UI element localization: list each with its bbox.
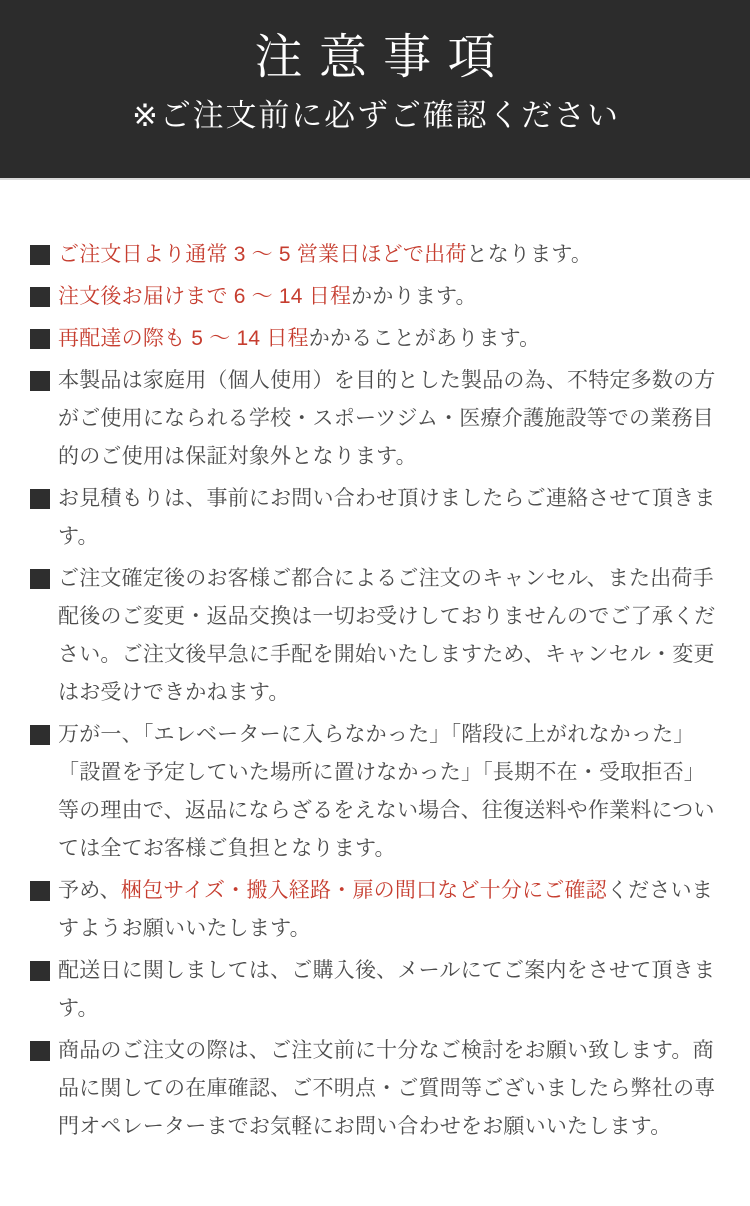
notice-item (30, 716, 720, 868)
bullet-square-icon (30, 489, 50, 509)
page-title: 注意事項 (254, 31, 512, 84)
bullet-square-icon (30, 245, 50, 265)
bullet-square-icon (30, 1041, 50, 1061)
bullet-square-icon (30, 725, 50, 745)
bullet-square-icon (30, 287, 50, 307)
notice-item (30, 278, 720, 316)
notice-item (30, 480, 720, 556)
notice-text-emphasis: 注文後お届けまで 6 ～ 14 日程 (58, 285, 352, 308)
notice-text: くださいますようお願いいたします。 (58, 879, 714, 940)
notice-item (30, 560, 720, 712)
bullet-square-icon (30, 569, 50, 589)
notice-text: 商品のご注文の際は、ご注文前に十分なご検討をお願い致します。商品に関しての在庫確認、ご不明点・ご質問等ございましたら弊社の専門オペレーターまでお気軽にお問い合わせをお願いいたします。 (58, 1039, 716, 1138)
notice-text: 配送日に関しましては、ご購入後、メールにてご案内をさせて頂きます。 (58, 959, 716, 1020)
page-subtitle: ※ご注文前に必ずご確認ください (131, 98, 620, 134)
notice-text: 予め、 (58, 879, 121, 902)
notice-item (30, 872, 720, 948)
notice-text-emphasis: 再配達の際も 5 ～ 14 日程 (58, 327, 309, 350)
bullet-square-icon (30, 961, 50, 981)
notice-item (30, 362, 720, 476)
bullet-square-icon (30, 881, 50, 901)
notice-header (0, 0, 750, 180)
notice-item (30, 1032, 720, 1146)
notice-text-emphasis: 梱包サイズ・搬入経路・扉の間口など十分にご確認 (120, 879, 607, 902)
bullet-square-icon (30, 371, 50, 391)
notice-item (30, 952, 720, 1028)
notice-text: かかります。 (351, 285, 477, 308)
notice-list (30, 236, 720, 1146)
bullet-square-icon (30, 329, 50, 349)
notice-text: 本製品は家庭用（個人使用）を目的とした製品の為、不特定多数の方がご使用になられる学校・スポーツジム・医療介護施設等での業務目的のご使用は保証対象外となります。 (58, 369, 716, 468)
notice-content (0, 180, 750, 1146)
notice-text: お見積もりは、事前にお問い合わせ頂けましたらご連絡させて頂きます。 (58, 487, 716, 548)
notice-item (30, 320, 720, 358)
notice-text-emphasis: ご注文日より通常 3 ～ 5 営業日ほどで出荷 (58, 243, 467, 266)
notice-text: 万が一、「エレベーターに入らなかった」「階段に上がれなかった」「設置を予定していた場所に置けなかった」「長期不在・受取拒否」等の理由で、返品にならざるをえない場合、往復送料や作業料については全てお客様ご負担となります。 (58, 723, 715, 860)
notice-text: となります。 (466, 243, 593, 266)
notice-item (30, 236, 720, 274)
notice-text: かかることがあります。 (308, 327, 541, 350)
notice-text: ご注文確定後のお客様ご都合によるご注文のキャンセル、また出荷手配後のご変更・返品交換は一切お受けしておりませんのでご了承ください。ご注文後早急に手配を開始いたしますため、キャンセル・変更はお受けできかねます。 (58, 567, 716, 704)
